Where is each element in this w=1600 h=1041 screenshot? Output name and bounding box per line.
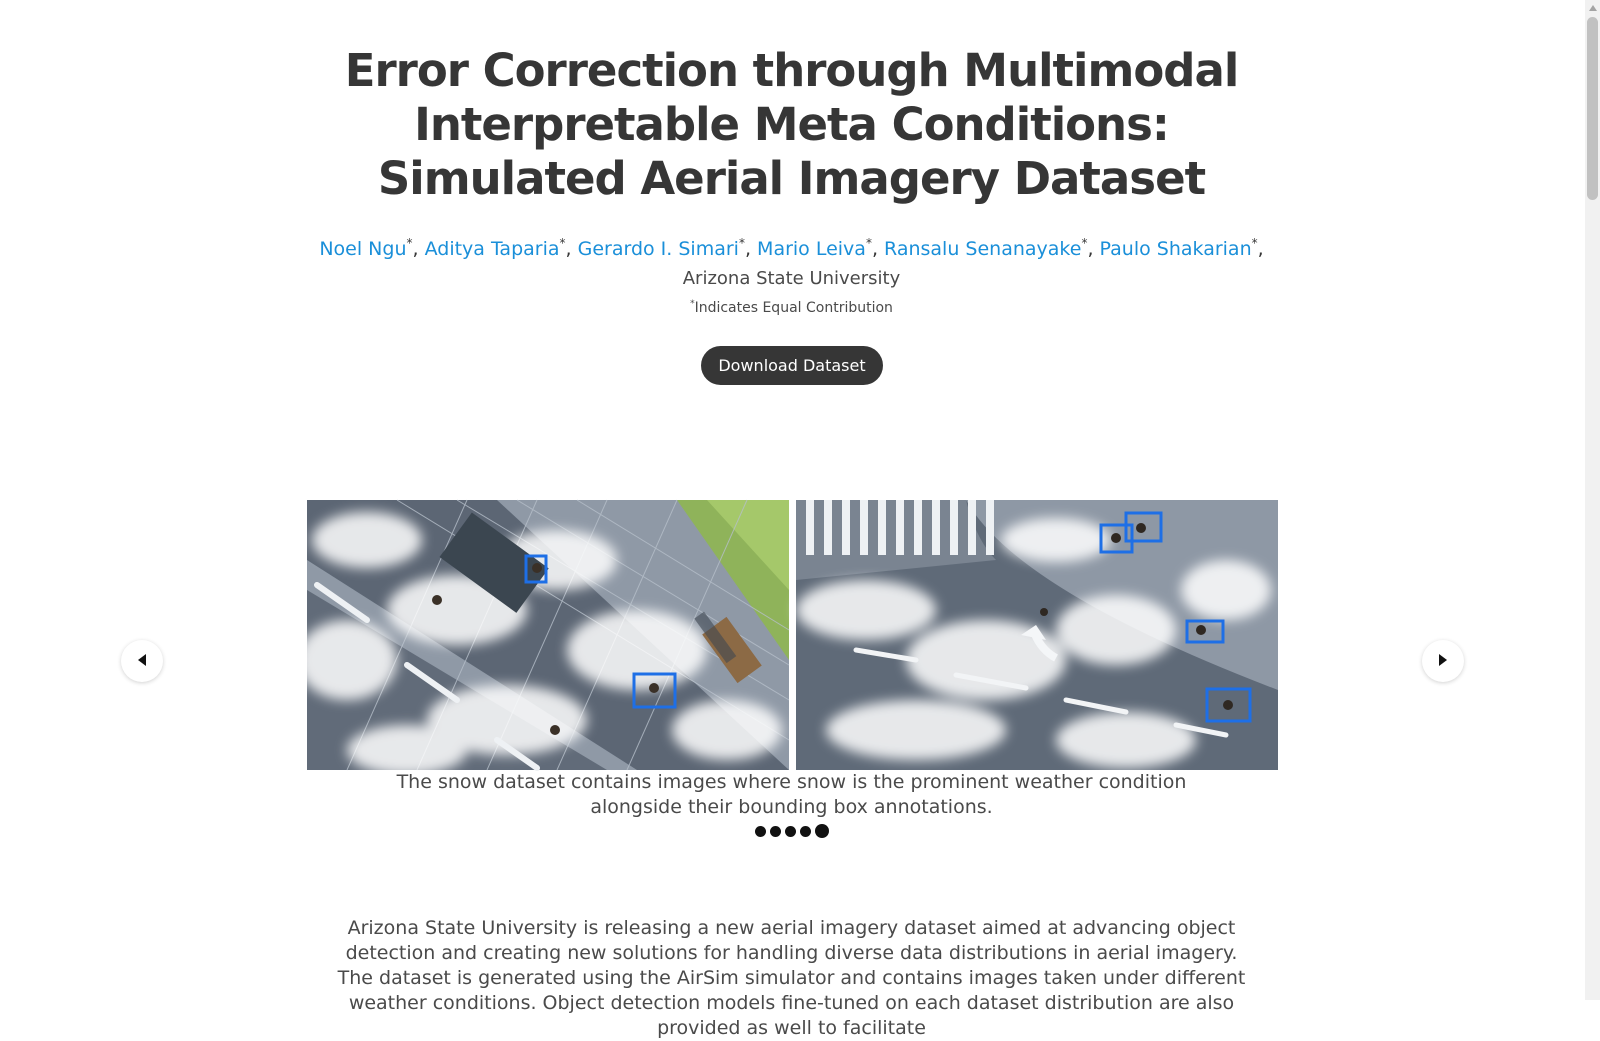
scrollbar-thumb[interactable] xyxy=(1587,17,1598,200)
author-separator: , xyxy=(871,238,878,260)
snow-aerial-image xyxy=(307,500,789,770)
author-link[interactable] xyxy=(425,238,560,260)
author-name[interactable]: Ransalu Senanayake xyxy=(884,238,1082,260)
author-link[interactable] xyxy=(578,238,739,260)
image-carousel xyxy=(0,500,1583,850)
equal-mark: * xyxy=(738,236,745,250)
equal-mark: * xyxy=(559,236,566,250)
equal-mark: * xyxy=(1251,236,1258,250)
author-link[interactable] xyxy=(757,238,866,260)
carousel-caption: The snow dataset contains images where snow is the prominent weather condition alongside their bounding box annotations. xyxy=(396,771,1187,818)
author-separator: , xyxy=(565,238,572,260)
carousel-pagination xyxy=(0,824,1583,838)
snow-aerial-image xyxy=(796,500,1278,770)
author-name[interactable]: Noel Ngu xyxy=(319,238,407,260)
author-list xyxy=(300,236,1283,262)
affiliation: Arizona State University xyxy=(682,268,901,289)
equal-mark: * xyxy=(406,236,413,250)
author-separator: , xyxy=(1257,238,1264,260)
carousel-dot[interactable] xyxy=(755,826,766,837)
scroll-up-arrow-icon[interactable] xyxy=(1589,5,1597,11)
page-title: Error Correction through Multimodal Interpretable Meta Conditions: Simulated Aerial Imagery Dataset xyxy=(344,44,1239,205)
author-name[interactable]: Mario Leiva xyxy=(757,238,866,260)
author-name[interactable]: Gerardo I. Simari xyxy=(577,238,739,260)
author-name[interactable]: Aditya Taparia xyxy=(424,238,560,260)
carousel-dot-active[interactable] xyxy=(815,824,829,838)
author-separator: , xyxy=(412,238,419,260)
author-name[interactable]: Paulo Shakarian xyxy=(1099,238,1252,260)
carousel-prev-button[interactable] xyxy=(121,640,163,682)
author-link[interactable] xyxy=(319,238,406,260)
carousel-dot[interactable] xyxy=(770,826,781,837)
carousel-next-button[interactable] xyxy=(1422,640,1464,682)
vertical-scrollbar[interactable] xyxy=(1585,0,1600,1000)
equal-mark: * xyxy=(1081,236,1088,250)
author-separator: , xyxy=(1087,238,1094,260)
snow-aerial-image-art xyxy=(307,500,789,770)
abstract-text: Arizona State University is releasing a new aerial imagery dataset aimed at advancing object detection and creating new solutions for handling diverse data distributions in aerial imagery. The dataset is generated using the AirSim simulator and contains images taken under different weather conditions. Object detection models fine-tuned on each dataset distribution are also provided as well to facilitate xyxy=(337,917,1246,1039)
author-link[interactable] xyxy=(884,238,1081,260)
equal-contribution-note xyxy=(0,300,1583,316)
carousel-dot[interactable] xyxy=(800,826,811,837)
triangle-left-icon xyxy=(136,653,148,670)
author-separator: , xyxy=(744,238,751,260)
equal-mark: * xyxy=(690,299,695,309)
author-link[interactable] xyxy=(1100,238,1252,260)
snow-aerial-image-art xyxy=(796,500,1278,770)
equal-note-text: Indicates Equal Contribution xyxy=(694,300,893,316)
equal-mark: * xyxy=(865,236,872,250)
download-dataset-button[interactable]: Download Dataset xyxy=(701,346,883,385)
carousel-dot[interactable] xyxy=(785,826,796,837)
triangle-right-icon xyxy=(1437,653,1449,670)
